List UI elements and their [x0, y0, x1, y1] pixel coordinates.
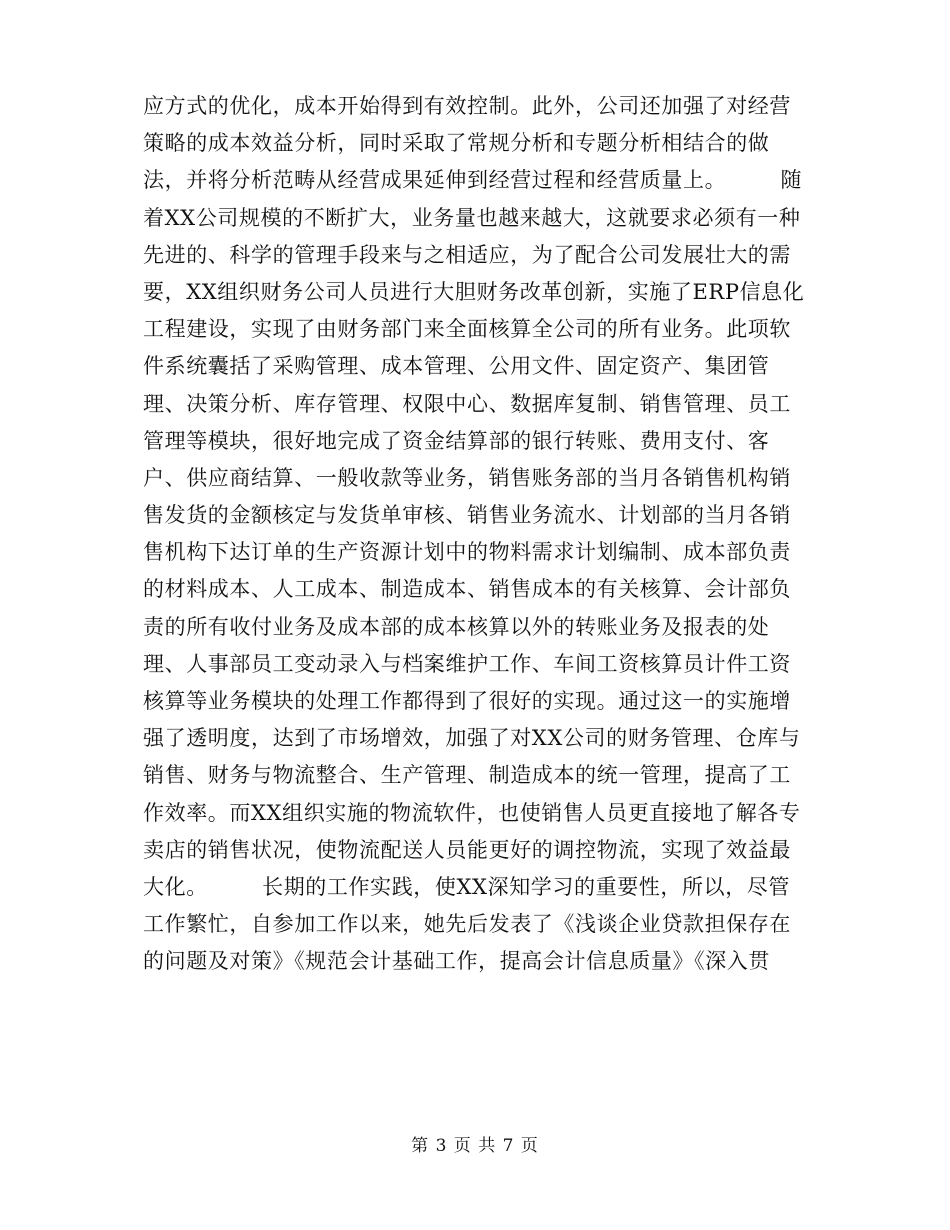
page-number-footer: 第 3 页 共 7 页 — [411, 1136, 539, 1156]
text-line: 工作繁忙，自参加工作以来，她先后发表了《浅谈企业贷款担保存在 — [143, 912, 791, 937]
text-line: 策略的成本效益分析，同时采取了常规分析和专题分析相结合的做 — [143, 131, 770, 156]
text-line: 应方式的优化，成本开始得到有效控制。此外，公司还加强了对经营 — [143, 94, 791, 118]
text-line: 法，并将分析范畴从经营成果延伸到经营过程和经营质量上。 随 — [143, 168, 803, 193]
text-line: 售机构下达订单的生产资源计划中的物料需求计划编制、成本部负责 — [143, 540, 791, 565]
text-line: 的材料成本、人工成本、制造成本、销售成本的有关核算、会计部负 — [143, 577, 791, 602]
text-line: 件系统囊括了采购管理、成本管理、公用文件、固定资产、集团管 — [143, 354, 770, 379]
text-line: 的问题及对策》《规范会计基础工作，提高会计信息质量》《深入贯 — [143, 949, 770, 974]
text-line: 责的所有收付业务及成本部的成本核算以外的转账业务及报表的处 — [143, 614, 770, 639]
text-line: 户、供应商结算、一般收款等业务，销售账务部的当月各销售机构销 — [143, 465, 791, 490]
text-line: 理、决策分析、库存管理、权限中心、数据库复制、销售管理、员工 — [143, 391, 791, 416]
text-line: 着XX公司规模的不断扩大，业务量也越来越大，这就要求必须有一种 — [143, 205, 801, 230]
text-line: 核算等业务模块的处理工作都得到了很好的实现。通过这一的实施增 — [143, 689, 791, 713]
body-text — [143, 88, 823, 981]
text-line: 作效率。而XX组织实施的物流软件，也使销售人员更直接地了解各专 — [143, 800, 801, 825]
text-line: 售发货的金额核定与发货单审核、销售业务流水、计划部的当月各销 — [143, 503, 791, 528]
text-line: 先进的、科学的管理手段来与之相适应，为了配合公司发展壮大的需 — [143, 242, 791, 267]
text-line: 销售、财务与物流整合、生产管理、制造成本的统一管理，提高了工 — [143, 763, 791, 788]
text-line: 卖店的销售状况，使物流配送人员能更好的调控物流，实现了效益最 — [143, 837, 791, 862]
text-line: 强了透明度，达到了市场增效，加强了对XX公司的财务管理、仓库与 — [143, 726, 801, 751]
text-line: 工程建设，实现了由财务部门来全面核算全公司的所有业务。此项软 — [143, 317, 791, 342]
text-line: 要，XX组织财务公司人员进行大胆财务改革创新，实施了ERP信息化 — [143, 279, 805, 304]
text-line: 大化。 长期的工作实践，使XX深知学习的重要性，所以，尽管 — [143, 874, 790, 899]
text-line: 管理等模块，很好地完成了资金结算部的银行转账、费用支付、客 — [143, 428, 770, 453]
text-line: 理、人事部员工变动录入与档案维护工作、车间工资核算员计件工资 — [143, 651, 791, 676]
